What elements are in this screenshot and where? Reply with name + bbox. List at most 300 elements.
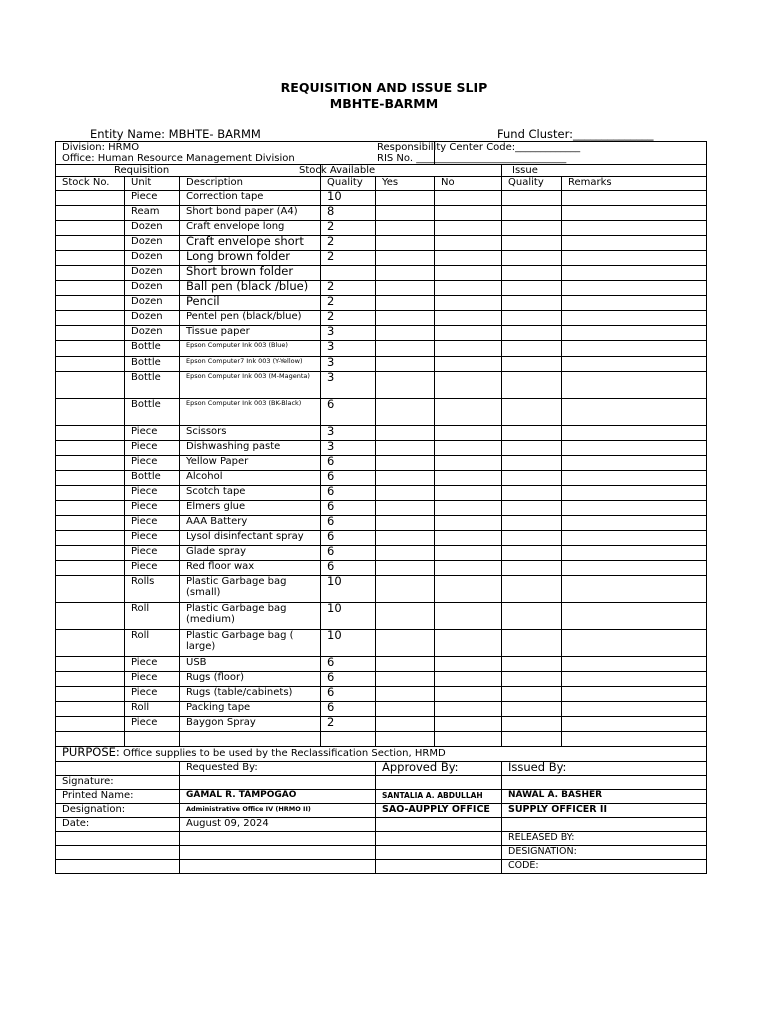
cell-issue-quality	[502, 702, 562, 717]
approved-signature	[376, 776, 502, 790]
cell-quality: 6	[321, 531, 376, 546]
cell-no	[435, 546, 502, 561]
cell-issue-quality	[502, 456, 562, 471]
table-row	[56, 630, 707, 657]
blank-cell	[376, 860, 502, 874]
table-row	[56, 426, 707, 441]
cell-no	[435, 672, 502, 687]
cell-description: Ball pen (black /blue)	[180, 281, 321, 296]
cell-remarks	[562, 717, 707, 732]
cell-remarks	[562, 516, 707, 531]
sig-blank	[56, 762, 180, 776]
issued-name: NAWAL A. BASHER	[502, 790, 707, 804]
cell-description: Rugs (table/cabinets)	[180, 687, 321, 702]
division: Division: HRMO	[62, 142, 140, 153]
cell-remarks	[562, 486, 707, 501]
cell-quality: 6	[321, 687, 376, 702]
issued-signature	[502, 776, 707, 790]
cell-quality: 3	[321, 326, 376, 341]
form-subtitle: MBHTE-BARMM	[329, 96, 439, 111]
cell-no	[435, 326, 502, 341]
cell-description: AAA Battery	[180, 516, 321, 531]
cell-unit: Piece	[125, 546, 180, 561]
cell-remarks	[562, 266, 707, 281]
table-row	[56, 456, 707, 471]
purpose-label: PURPOSE:	[62, 745, 120, 759]
cell-unit: Piece	[125, 501, 180, 516]
office: Office: Human Resource Management Division	[62, 153, 295, 164]
cell-stock-no	[56, 191, 125, 206]
requested-designation: Administrative Office IV (HRMO II)	[180, 804, 376, 818]
blank-cell	[376, 832, 502, 846]
cell-description: Epson Computer Ink 003 (BK-Black)	[180, 399, 321, 426]
cell-stock-no	[56, 236, 125, 251]
cell-stock-no	[56, 546, 125, 561]
cell-no	[435, 531, 502, 546]
cell-remarks	[562, 236, 707, 251]
cell-quality: 6	[321, 672, 376, 687]
cell-description: Packing tape	[180, 702, 321, 717]
cell-remarks	[562, 456, 707, 471]
cell-quality: 3	[321, 341, 376, 357]
cell-remarks	[562, 576, 707, 603]
cell-yes	[376, 296, 435, 311]
approved-date	[376, 818, 502, 832]
cell-stock-no	[56, 266, 125, 281]
ris-no-cell	[377, 153, 707, 165]
cell-quality: 6	[321, 702, 376, 717]
cell-no	[435, 236, 502, 251]
approved-designation: SAO-AUPPLY OFFICE	[376, 804, 502, 818]
cell-yes	[376, 657, 435, 672]
cell-issue-quality	[502, 236, 562, 251]
cell-unit: Piece	[125, 687, 180, 702]
cell-no	[435, 266, 502, 281]
cell-unit: Roll	[125, 630, 180, 657]
cell-quality: 3	[321, 357, 376, 372]
cell-quality: 10	[321, 191, 376, 206]
cell-remarks	[562, 206, 707, 221]
cell-description	[180, 732, 321, 747]
table-row	[56, 441, 707, 456]
cell-issue-quality	[502, 372, 562, 399]
stock-available-header: Stock Available	[321, 165, 502, 177]
cell-issue-quality	[502, 516, 562, 531]
cell-no	[435, 471, 502, 486]
cell-remarks	[562, 221, 707, 236]
cell-quality: 2	[321, 221, 376, 236]
cell-no	[435, 717, 502, 732]
cell-stock-no	[56, 326, 125, 341]
cell-remarks	[562, 657, 707, 672]
cell-remarks	[562, 326, 707, 341]
cell-unit: Dozen	[125, 311, 180, 326]
cell-stock-no	[56, 486, 125, 501]
cell-unit: Piece	[125, 531, 180, 546]
cell-yes	[376, 281, 435, 296]
cell-no	[435, 657, 502, 672]
cell-unit: Dozen	[125, 221, 180, 236]
cell-yes	[376, 266, 435, 281]
table-row	[56, 561, 707, 576]
cell-stock-no	[56, 456, 125, 471]
requested-by-label: Requested By:	[180, 762, 376, 776]
cell-issue-quality	[502, 561, 562, 576]
table-row	[56, 357, 707, 372]
cell-yes	[376, 531, 435, 546]
cell-remarks	[562, 471, 707, 486]
cell-remarks	[562, 501, 707, 516]
cell-remarks	[562, 732, 707, 747]
cell-quality: 6	[321, 657, 376, 672]
requested-date: August 09, 2024	[180, 818, 376, 832]
table-row	[56, 399, 707, 426]
col-issue-quality: Quality	[502, 177, 562, 191]
cell-yes	[376, 501, 435, 516]
cell-quality: 2	[321, 281, 376, 296]
cell-issue-quality	[502, 657, 562, 672]
cell-yes	[376, 603, 435, 630]
table-row	[56, 266, 707, 281]
cell-stock-no	[56, 657, 125, 672]
table-row	[56, 341, 707, 357]
cell-yes	[376, 326, 435, 341]
blank-cell	[56, 860, 180, 874]
table-row	[56, 576, 707, 603]
cell-unit: Piece	[125, 561, 180, 576]
cell-no	[435, 687, 502, 702]
cell-description: Epson Computer Ink 003 (M-Magenta)	[180, 372, 321, 399]
cell-description: Plastic Garbage bag (medium)	[180, 603, 321, 630]
blank-cell	[180, 860, 376, 874]
ris-table	[55, 141, 707, 874]
table-row	[56, 281, 707, 296]
cell-description: Rugs (floor)	[180, 672, 321, 687]
cell-unit: Dozen	[125, 326, 180, 341]
cell-unit: Bottle	[125, 399, 180, 426]
ris-no: RIS No. ______________________________	[377, 153, 567, 164]
cell-issue-quality	[502, 732, 562, 747]
blank-cell	[56, 832, 180, 846]
cell-quality: 2	[321, 311, 376, 326]
cell-quality: 10	[321, 630, 376, 657]
table-row	[56, 236, 707, 251]
cell-unit: Piece	[125, 672, 180, 687]
cell-no	[435, 191, 502, 206]
cell-yes	[376, 456, 435, 471]
cell-remarks	[562, 441, 707, 456]
cell-yes	[376, 672, 435, 687]
cell-unit: Dozen	[125, 266, 180, 281]
purpose-text: Office supplies to be used by the Reclassification Section, HRMD	[122, 748, 446, 759]
cell-unit: Piece	[125, 516, 180, 531]
issued-designation: SUPPLY OFFICER II	[502, 804, 707, 818]
cell-issue-quality	[502, 546, 562, 561]
approved-by-label: Approved By:	[376, 762, 502, 776]
blank-cell	[376, 846, 502, 860]
table-row	[56, 687, 707, 702]
cell-description: Craft envelope long	[180, 221, 321, 236]
table-row	[56, 311, 707, 326]
cell-yes	[376, 717, 435, 732]
cell-issue-quality	[502, 672, 562, 687]
cell-issue-quality	[502, 221, 562, 236]
cell-description: Craft envelope short	[180, 236, 321, 251]
cell-unit: Dozen	[125, 236, 180, 251]
cell-description: Red floor wax	[180, 561, 321, 576]
cell-unit: Piece	[125, 441, 180, 456]
cell-issue-quality	[502, 687, 562, 702]
cell-issue-quality	[502, 471, 562, 486]
table-row	[56, 221, 707, 236]
date-label: Date:	[56, 818, 180, 832]
cell-unit: Roll	[125, 702, 180, 717]
cell-no	[435, 399, 502, 426]
cell-stock-no	[56, 672, 125, 687]
col-yes: Yes	[376, 177, 435, 191]
cell-issue-quality	[502, 266, 562, 281]
cell-description: Pencil	[180, 296, 321, 311]
cell-stock-no	[56, 206, 125, 221]
cell-unit: Piece	[125, 717, 180, 732]
cell-unit: Piece	[125, 486, 180, 501]
cell-yes	[376, 630, 435, 657]
cell-yes	[376, 546, 435, 561]
cell-issue-quality	[502, 717, 562, 732]
table-row	[56, 603, 707, 630]
cell-unit: Piece	[125, 456, 180, 471]
cell-issue-quality	[502, 341, 562, 357]
requested-signature	[180, 776, 376, 790]
cell-no	[435, 441, 502, 456]
cell-stock-no	[56, 561, 125, 576]
cell-unit: Bottle	[125, 341, 180, 357]
cell-description: Alcohol	[180, 471, 321, 486]
cell-yes	[376, 311, 435, 326]
cell-quality	[321, 732, 376, 747]
cell-quality: 6	[321, 501, 376, 516]
cell-remarks	[562, 251, 707, 266]
cell-yes	[376, 687, 435, 702]
cell-issue-quality	[502, 357, 562, 372]
cell-remarks	[562, 281, 707, 296]
cell-no	[435, 426, 502, 441]
table-row	[56, 251, 707, 266]
cell-remarks	[562, 546, 707, 561]
cell-description: Glade spray	[180, 546, 321, 561]
cell-quality: 8	[321, 206, 376, 221]
cell-description: Elmers glue	[180, 501, 321, 516]
cell-issue-quality	[502, 399, 562, 426]
cell-issue-quality	[502, 281, 562, 296]
cell-stock-no	[56, 281, 125, 296]
cell-issue-quality	[502, 206, 562, 221]
issue-header: Issue	[502, 165, 707, 177]
cell-yes	[376, 341, 435, 357]
table-row	[56, 191, 707, 206]
table-row	[56, 471, 707, 486]
col-remarks: Remarks	[562, 177, 707, 191]
col-quality: Quality	[321, 177, 376, 191]
cell-issue-quality	[502, 630, 562, 657]
cell-remarks	[562, 687, 707, 702]
cell-no	[435, 221, 502, 236]
table-row	[56, 672, 707, 687]
cell-yes	[376, 251, 435, 266]
cell-quality: 6	[321, 516, 376, 531]
signature-label: Signature:	[56, 776, 180, 790]
cell-unit: Piece	[125, 426, 180, 441]
cell-no	[435, 372, 502, 399]
cell-quality: 6	[321, 399, 376, 426]
cell-yes	[376, 236, 435, 251]
cell-yes	[376, 221, 435, 236]
cell-stock-no	[56, 630, 125, 657]
designation-caps-label: DESIGNATION:	[502, 846, 707, 860]
cell-issue-quality	[502, 501, 562, 516]
cell-remarks	[562, 426, 707, 441]
cell-stock-no	[56, 576, 125, 603]
cell-issue-quality	[502, 531, 562, 546]
cell-description: Yellow Paper	[180, 456, 321, 471]
cell-remarks	[562, 311, 707, 326]
cell-stock-no	[56, 603, 125, 630]
cell-no	[435, 311, 502, 326]
cell-remarks	[562, 341, 707, 357]
cell-quality: 2	[321, 236, 376, 251]
cell-no	[435, 561, 502, 576]
cell-remarks	[562, 296, 707, 311]
cell-unit: Piece	[125, 191, 180, 206]
cell-no	[435, 486, 502, 501]
cell-quality: 6	[321, 561, 376, 576]
cell-stock-no	[56, 399, 125, 426]
cell-remarks	[562, 561, 707, 576]
cell-unit: Dozen	[125, 281, 180, 296]
cell-no	[435, 281, 502, 296]
table-row	[56, 702, 707, 717]
cell-stock-no	[56, 531, 125, 546]
table-row	[56, 206, 707, 221]
cell-description: Long brown folder	[180, 251, 321, 266]
table-row	[56, 717, 707, 732]
cell-stock-no	[56, 221, 125, 236]
cell-no	[435, 456, 502, 471]
cell-description: Epson Computer Ink 003 (Blue)	[180, 341, 321, 357]
requisition-header: Requisition	[56, 165, 321, 177]
cell-yes	[376, 426, 435, 441]
table-row	[56, 326, 707, 341]
cell-stock-no	[56, 357, 125, 372]
cell-issue-quality	[502, 251, 562, 266]
cell-no	[435, 206, 502, 221]
table-row	[56, 732, 707, 747]
printed-name-label: Printed Name:	[56, 790, 180, 804]
cell-quality: 6	[321, 546, 376, 561]
responsibility-center: Responsibility Center Code:_____________	[377, 142, 581, 153]
cell-issue-quality	[502, 326, 562, 341]
cell-quality: 6	[321, 456, 376, 471]
cell-yes	[376, 561, 435, 576]
cell-issue-quality	[502, 311, 562, 326]
cell-unit: Dozen	[125, 296, 180, 311]
blank-cell	[56, 846, 180, 860]
table-row	[56, 501, 707, 516]
cell-unit: Dozen	[125, 251, 180, 266]
table-row	[56, 516, 707, 531]
cell-remarks	[562, 399, 707, 426]
issued-date	[502, 818, 707, 832]
cell-no	[435, 341, 502, 357]
cell-yes	[376, 516, 435, 531]
form-title: REQUISITION AND ISSUE SLIP	[280, 80, 488, 95]
cell-stock-no	[56, 251, 125, 266]
cell-stock-no	[56, 702, 125, 717]
cell-unit: Bottle	[125, 471, 180, 486]
cell-remarks	[562, 531, 707, 546]
cell-yes	[376, 191, 435, 206]
cell-issue-quality	[502, 296, 562, 311]
cell-stock-no	[56, 341, 125, 357]
cell-issue-quality	[502, 441, 562, 456]
cell-unit: Ream	[125, 206, 180, 221]
cell-stock-no	[56, 471, 125, 486]
cell-no	[435, 501, 502, 516]
cell-description: Tissue paper	[180, 326, 321, 341]
cell-description: Baygon Spray	[180, 717, 321, 732]
cell-no	[435, 702, 502, 717]
cell-issue-quality	[502, 486, 562, 501]
cell-description: Short brown folder	[180, 266, 321, 281]
fund-cluster: Fund Cluster:______________	[497, 127, 654, 141]
cell-quality: 10	[321, 576, 376, 603]
cell-quality: 6	[321, 471, 376, 486]
cell-no	[435, 296, 502, 311]
cell-quality: 3	[321, 441, 376, 456]
cell-yes	[376, 486, 435, 501]
table-row	[56, 486, 707, 501]
cell-stock-no	[56, 426, 125, 441]
cell-description: Scissors	[180, 426, 321, 441]
cell-yes	[376, 372, 435, 399]
cell-unit: Bottle	[125, 372, 180, 399]
cell-no	[435, 251, 502, 266]
cell-yes	[376, 732, 435, 747]
cell-description: Short bond paper (A4)	[180, 206, 321, 221]
col-unit: Unit	[125, 177, 180, 191]
approved-name: SANTALIA A. ABDULLAH	[376, 790, 502, 804]
cell-remarks	[562, 191, 707, 206]
designation-label: Designation:	[56, 804, 180, 818]
table-row	[56, 657, 707, 672]
cell-quality: 3	[321, 372, 376, 399]
table-row	[56, 296, 707, 311]
table-row	[56, 372, 707, 399]
cell-yes	[376, 576, 435, 603]
blank-cell	[180, 846, 376, 860]
blank-cell	[180, 832, 376, 846]
cell-quality: 10	[321, 603, 376, 630]
cell-remarks	[562, 372, 707, 399]
released-by-label: RELEASED BY:	[502, 832, 707, 846]
cell-description: Plastic Garbage bag ( large)	[180, 630, 321, 657]
col-no: No	[435, 177, 502, 191]
cell-stock-no	[56, 501, 125, 516]
cell-unit: Roll	[125, 603, 180, 630]
cell-stock-no	[56, 311, 125, 326]
cell-no	[435, 357, 502, 372]
cell-unit	[125, 732, 180, 747]
